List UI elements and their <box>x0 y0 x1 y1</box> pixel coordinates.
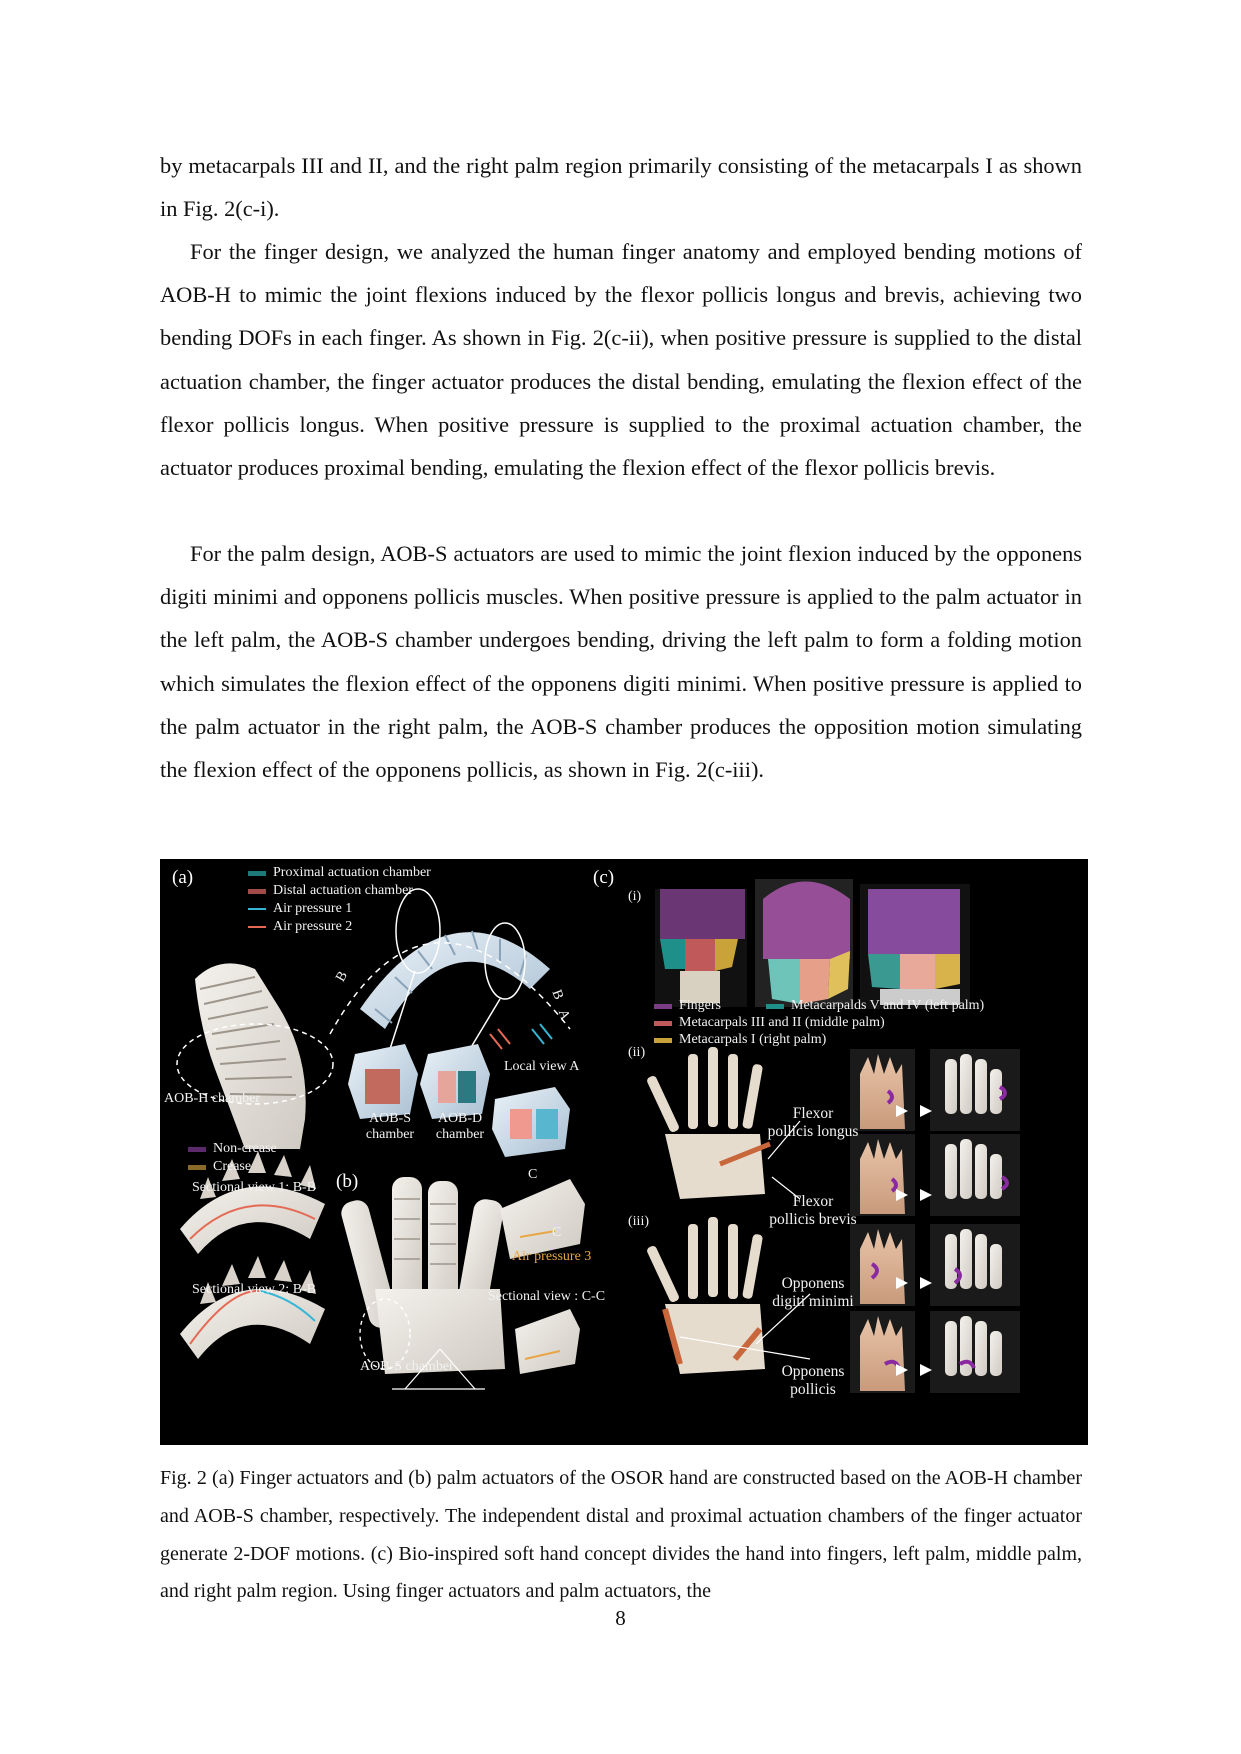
legend-proximal-text: Proximal actuation chamber <box>273 865 431 880</box>
legend-swatch-distal <box>248 889 266 894</box>
cc-block-image <box>500 1179 585 1374</box>
aobs-chamber-label: AOB-S chamber <box>365 1111 415 1142</box>
paragraph-1-text: by metacarpals III and II, and the right palm region primarily consisting of the metacarpals I as shown in Fig. 2(c-i). <box>160 153 1082 222</box>
legend-crease-text: Crease <box>213 1159 252 1174</box>
legend-swatch-right-palm <box>654 1038 672 1043</box>
sectional-view-2-image <box>180 1256 325 1359</box>
legend-non-crease-text: Non-crease <box>213 1141 277 1156</box>
aob-arc-image <box>330 889 573 1049</box>
flexor-brevis-label: Flexor pollicis brevis <box>769 1193 857 1228</box>
figure-caption: Fig. 2 (a) Finger actuators and (b) palm actuators of the OSOR hand are constructed based on the AOB-H chamber and AOB-S chamber, respectively. The independent distal and proximal actuation chambers of the finger actuator generate 2-DOF motions. (c) Bio-inspired soft hand concept divides the hand into fingers, left palm, middle palm, and right palm region. Using finger actuators and palm actuators, the <box>160 1467 1082 1603</box>
paragraph-2-text: For the finger design, we analyzed the human finger anatomy and employed bending motions of AOB-H to mimic the joint flexions induced by the flexor pollicis longus and brevis, achieving two bending DOFs in each finger. As shown in Fig. 2(c-ii), when positive pressure is supplied to the distal actuation chamber, the finger actuator produces the distal bending, emulating the flexion effect of the flexor pollicis longus. When positive pressure is supplied to the proximal actuation chamber, the actuator produces proximal bending, emulating the flexion effect of the flexor pollicis brevis. <box>160 239 1082 481</box>
legend-air2 <box>248 919 352 935</box>
section-b-right: B <box>548 987 566 1002</box>
aobd-chamber-block <box>420 1044 490 1119</box>
aobs-chamber-b-label: AOB-S chamber <box>360 1359 454 1374</box>
legend-middle-palm-text: Metacarpals III and II (middle palm) <box>679 1015 885 1030</box>
sectional-view-2-label: Sectional view 2: B-B <box>192 1282 317 1297</box>
legend-fingers-text: Fingers <box>679 998 721 1013</box>
legend-non-crease <box>188 1141 277 1157</box>
robot-hand-photo-ii-1 <box>930 1049 1020 1131</box>
sectional-view-cc-label: Sectional view : C-C <box>488 1289 606 1304</box>
legend-air1-text: Air pressure 1 <box>273 901 353 916</box>
legend-right-palm <box>654 1032 826 1048</box>
legend-left-palm <box>766 998 984 1014</box>
legend-arrow-air2 <box>248 926 266 928</box>
paragraph-3-text: For the palm design, AOB-S actuators are used to mimic the joint flexion induced by the opponens digiti minimi and opponens pollicis muscles. When positive pressure is applied to the palm actuator in the left palm, the AOB-S chamber undergoes bending, driving the left palm to form a folding motion which simulates the flexion effect of the opponens digiti minimi. When positive pressure is applied to the palm actuator in the right palm, the AOB-S chamber produces the opposition motion simulating the flexion effect of the opponens pollicis, as shown in Fig. 2(c-iii). <box>160 541 1082 783</box>
legend-right-palm-text: Metacarpals I (right palm) <box>679 1032 827 1047</box>
local-view-a-block <box>492 1087 570 1157</box>
paragraph-3 <box>160 532 1082 791</box>
legend-left-palm-text: Metacarpalds V and IV (left palm) <box>791 998 985 1013</box>
section-a-right: A <box>554 1007 573 1023</box>
paragraph-2 <box>160 230 1082 489</box>
sectional-view-1-label: Sectional view 1: B-B <box>192 1180 317 1195</box>
legend-swatch-fingers <box>654 1004 672 1009</box>
sub-iii-label: (iii) <box>628 1214 649 1229</box>
legend-distal-text: Distal actuation chamber <box>273 883 413 898</box>
legend-swatch-crease <box>188 1165 206 1170</box>
legend-swatch-left-palm <box>766 1004 784 1009</box>
sub-i-label: (i) <box>628 889 642 904</box>
page-number: 8 <box>615 1606 626 1630</box>
legend-swatch-proximal <box>248 871 266 876</box>
legend-fingers <box>654 998 721 1014</box>
aobh-chamber-label: AOB-H chamber <box>164 1091 261 1106</box>
hand-regions-image-2 <box>755 879 853 1007</box>
robot-hand-photo-iii-2 <box>930 1311 1020 1393</box>
c-top-label: C <box>528 1167 538 1182</box>
hand-regions-image-1 <box>655 889 747 1007</box>
robot-hand-photo-iii-1 <box>930 1224 1020 1306</box>
air-pressure-3-label: Air pressure 3 <box>512 1249 592 1264</box>
paragraph-1 <box>160 144 1082 230</box>
aobs-chamber-block <box>348 1044 418 1119</box>
legend-arrow-air1 <box>248 908 266 910</box>
panel-b-label: (b) <box>336 1171 359 1192</box>
legend-air2-text: Air pressure 2 <box>273 919 353 934</box>
aobd-chamber-label: AOB-D chamber <box>435 1111 485 1142</box>
legend-swatch-middle-palm <box>654 1021 672 1026</box>
robot-hand-photo-ii-2 <box>930 1134 1020 1216</box>
flexor-longus-label: Flexor pollicis longus <box>767 1105 859 1140</box>
palm-actuator-hand-image <box>339 1177 506 1389</box>
hand-regions-image-3 <box>860 884 970 1009</box>
opponens-digiti-label: Opponens digiti minimi <box>772 1275 854 1310</box>
legend-air1 <box>248 901 352 917</box>
legend-swatch-non-crease <box>188 1147 206 1152</box>
panel-a-label: (a) <box>172 867 194 888</box>
section-b-left: B <box>333 968 352 985</box>
aobh-actuator-image <box>177 963 333 1149</box>
local-view-a-label: Local view A <box>504 1059 580 1074</box>
panel-c-label: (c) <box>593 867 615 888</box>
legend-middle-palm <box>654 1015 885 1031</box>
c-bottom-label: C <box>552 1225 562 1240</box>
skeleton-image-ii <box>646 1047 770 1199</box>
opponens-pollicis-label: Opponens pollicis <box>781 1363 845 1398</box>
figure-2 <box>160 859 1088 1445</box>
sub-ii-label: (ii) <box>628 1045 646 1060</box>
legend-distal <box>248 883 413 899</box>
legend-proximal <box>248 865 431 881</box>
figure-artwork <box>160 859 1088 1445</box>
skeleton-image-iii <box>646 1217 765 1374</box>
legend-crease <box>188 1159 251 1175</box>
